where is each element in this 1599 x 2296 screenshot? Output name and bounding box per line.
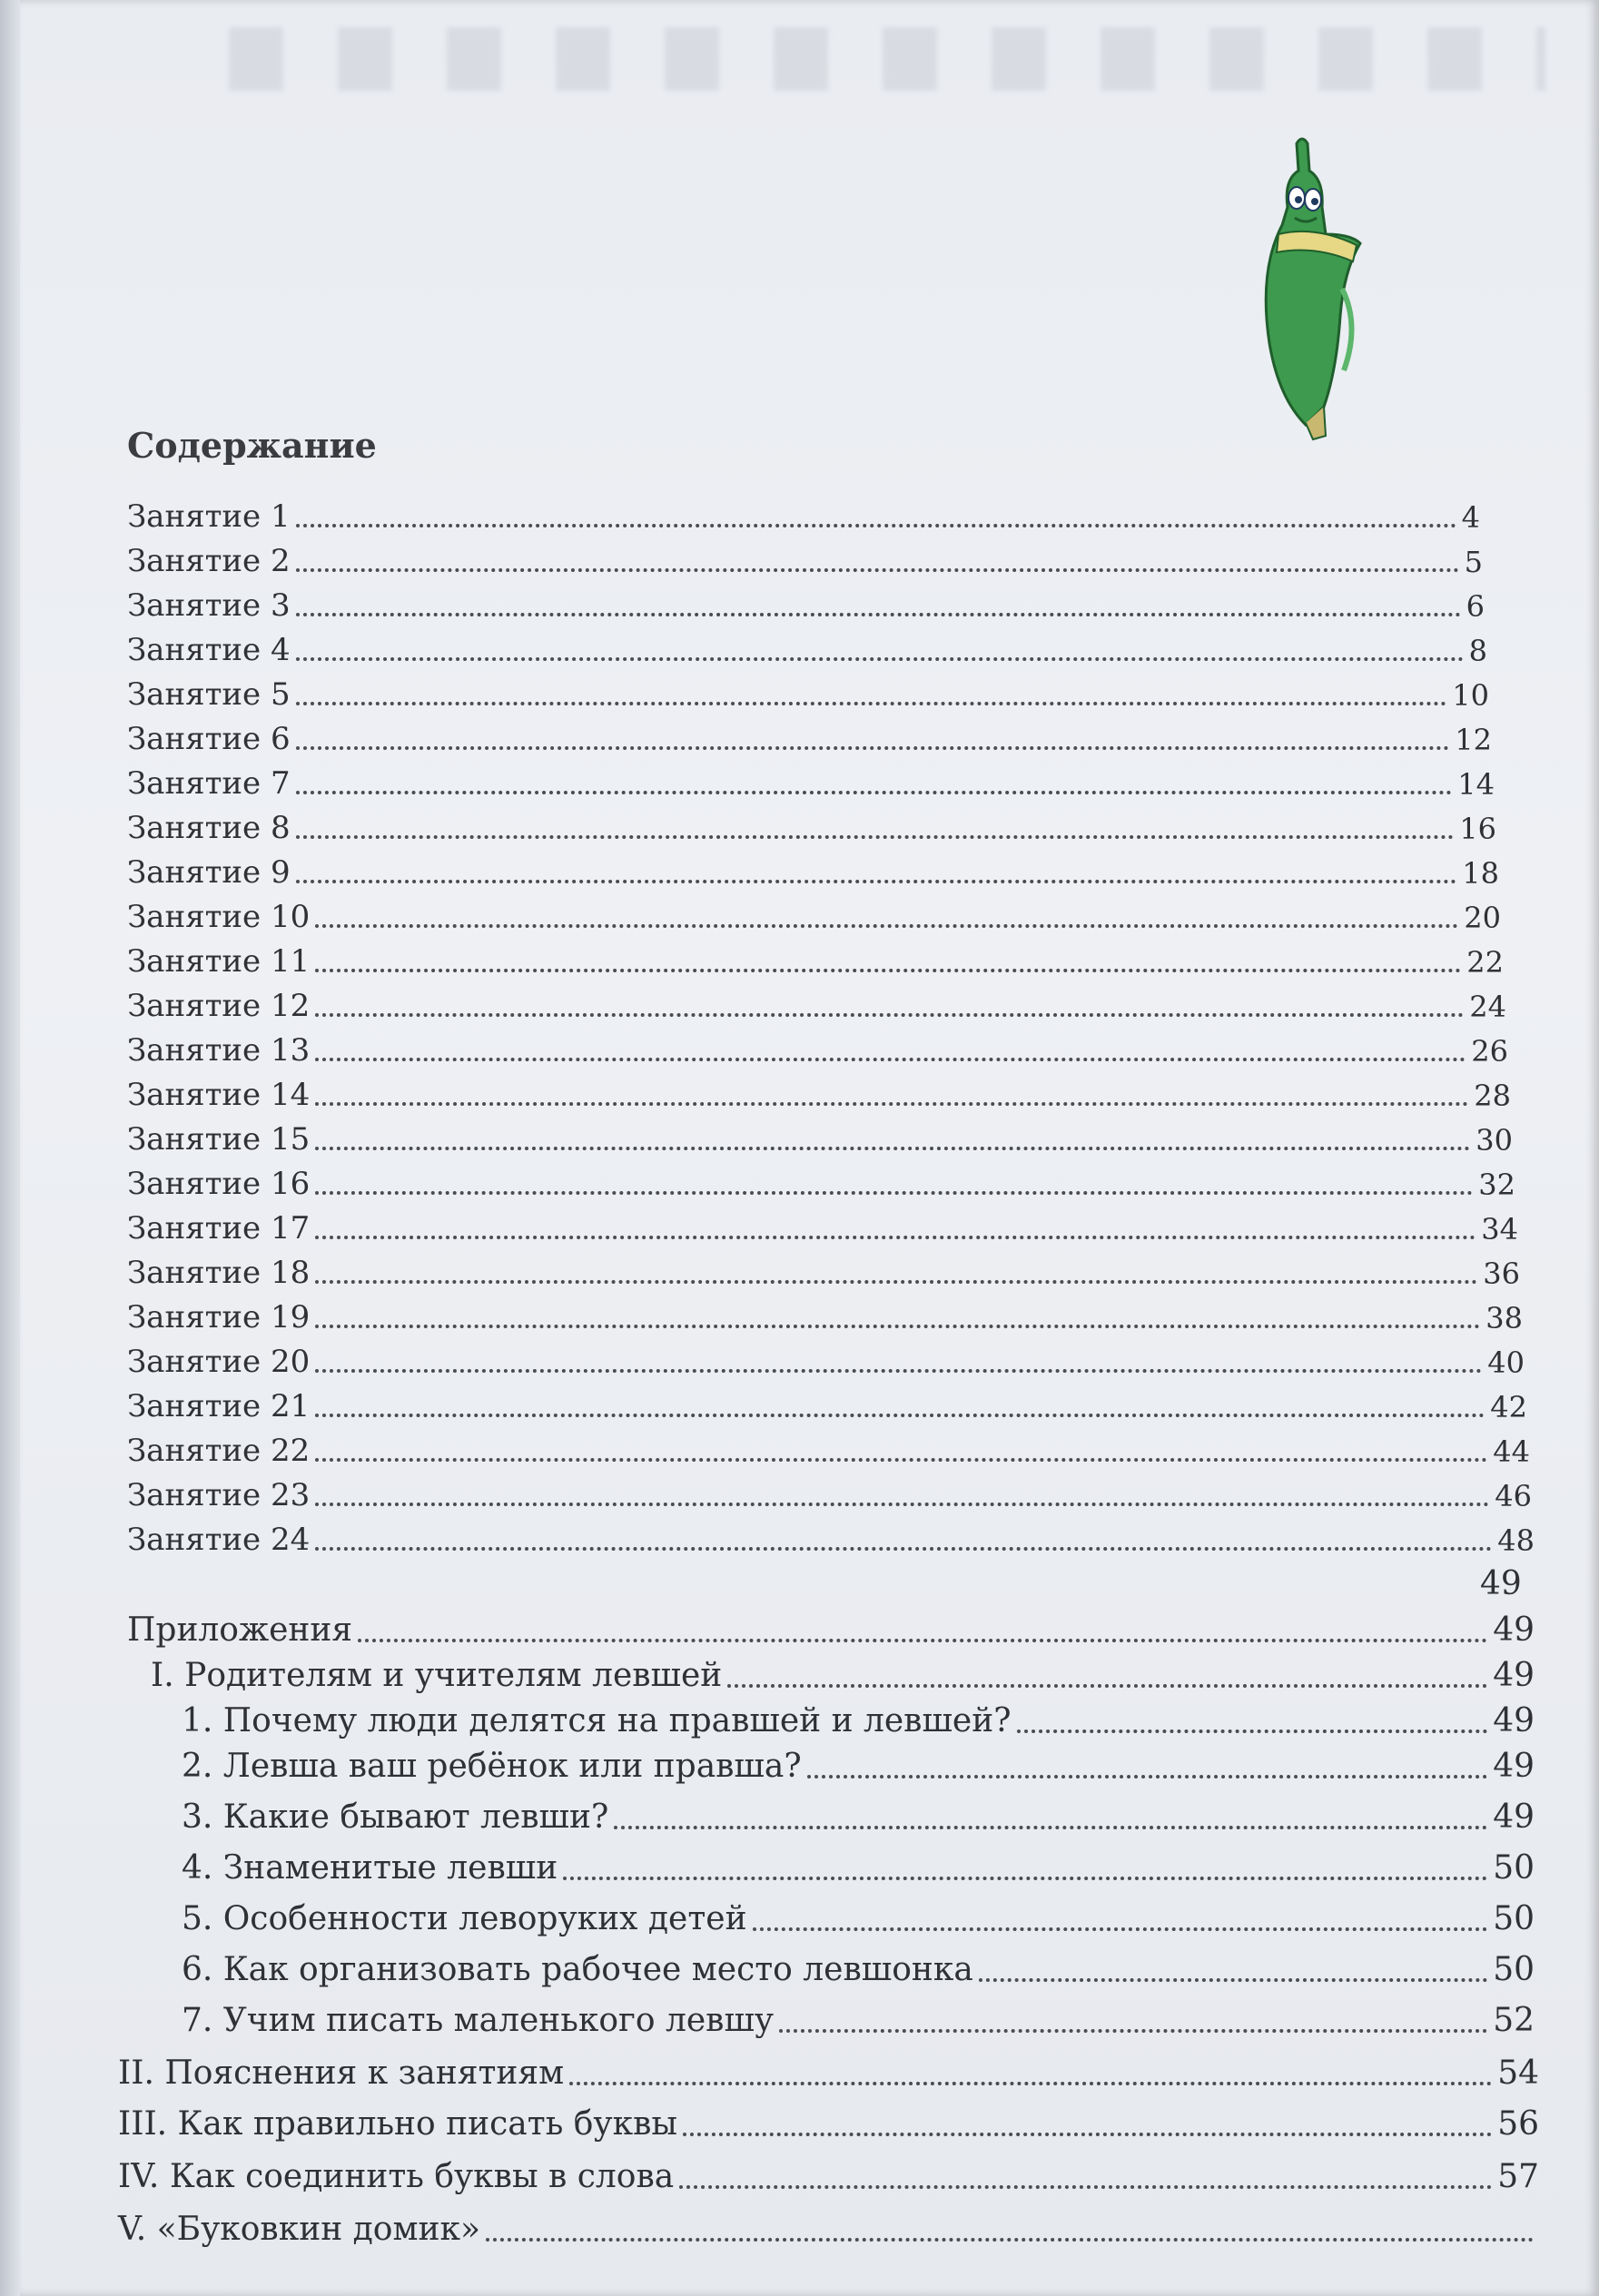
lesson-label: Занятие 6 bbox=[127, 721, 291, 757]
appendix-label: Приложения bbox=[127, 1611, 353, 1649]
lesson-page-number: 26 bbox=[1471, 1034, 1508, 1069]
toc-row-lesson bbox=[127, 1388, 1527, 1424]
appendix-label: 2. Левша ваш ребёнок или правша? bbox=[182, 1748, 802, 1785]
appendix-label: III. Как правильно писать буквы bbox=[118, 2105, 678, 2143]
toc-row-appendix bbox=[151, 1657, 1535, 1694]
dot-leader bbox=[315, 1280, 1477, 1284]
toc-row-lesson bbox=[127, 1166, 1515, 1202]
toc-row-lesson bbox=[127, 988, 1506, 1024]
lesson-page-number: 5 bbox=[1464, 545, 1483, 579]
lesson-label: Занятие 24 bbox=[127, 1522, 311, 1558]
lesson-page-number: 40 bbox=[1487, 1345, 1525, 1380]
contents-title: Содержание bbox=[127, 425, 377, 466]
toc-row-appendix bbox=[118, 2057, 1539, 2090]
toc-row-lesson bbox=[127, 899, 1501, 935]
toc-row-appendix bbox=[182, 1951, 1535, 1988]
dot-leader bbox=[296, 791, 1453, 794]
lesson-page-number: 38 bbox=[1485, 1301, 1523, 1335]
lesson-page-number: 32 bbox=[1478, 1168, 1515, 1202]
dot-leader bbox=[727, 1684, 1487, 1688]
toc-row-appendix bbox=[118, 2213, 1539, 2246]
dot-leader bbox=[296, 880, 1457, 883]
dot-leader bbox=[315, 1236, 1476, 1239]
dot-leader bbox=[614, 1826, 1487, 1829]
appendix-page-number: 57 bbox=[1497, 2158, 1539, 2195]
lesson-label: Занятие 13 bbox=[127, 1032, 311, 1069]
toc-row-lesson bbox=[127, 854, 1499, 891]
lesson-page-number: 30 bbox=[1476, 1123, 1513, 1158]
appendix-label: 3. Какие бывают левши? bbox=[182, 1798, 609, 1836]
lesson-page-number: 28 bbox=[1474, 1079, 1511, 1113]
toc-row-lesson bbox=[127, 1255, 1520, 1291]
dot-leader bbox=[807, 1775, 1488, 1779]
appendix-page-number: 50 bbox=[1493, 1951, 1535, 1988]
lesson-label: Занятие 15 bbox=[127, 1121, 311, 1158]
dot-leader bbox=[296, 613, 1461, 616]
lesson-page-number: 22 bbox=[1466, 945, 1504, 980]
bleed-through bbox=[229, 27, 1545, 91]
lesson-label: Занятие 8 bbox=[127, 810, 291, 846]
toc-row-lesson bbox=[127, 1032, 1508, 1069]
toc-row-appendix bbox=[182, 1900, 1535, 1937]
lesson-label: Занятие 4 bbox=[127, 632, 291, 668]
toc-row-lesson bbox=[127, 1522, 1535, 1558]
toc-row-appendix bbox=[127, 1611, 1535, 1649]
toc-row-lesson bbox=[127, 1299, 1523, 1335]
dot-leader bbox=[315, 1369, 1482, 1373]
appendix-page-number: 50 bbox=[1493, 1900, 1535, 1937]
appendix-label: 6. Как организовать рабочее место левшонка bbox=[182, 1951, 973, 1988]
lesson-page-number: 44 bbox=[1493, 1434, 1530, 1469]
toc-row-lesson bbox=[127, 632, 1487, 668]
lesson-page-number: 46 bbox=[1495, 1479, 1532, 1513]
lesson-page-number: 20 bbox=[1464, 901, 1501, 935]
toc-row-lesson bbox=[127, 1077, 1511, 1113]
toc-row-appendix bbox=[182, 1750, 1535, 1783]
toc-row-lesson bbox=[127, 721, 1492, 757]
appendix-label: V. «Буковкин домик» bbox=[118, 2211, 480, 2248]
appendix-page-number: 49 bbox=[1493, 1611, 1535, 1649]
lesson-label: Занятие 5 bbox=[127, 676, 291, 713]
lesson-label: Занятие 20 bbox=[127, 1344, 311, 1380]
toc-row-appendix bbox=[182, 2002, 1535, 2039]
appendix-page-number: 49 bbox=[1493, 1657, 1535, 1694]
appendix-label: I. Родителям и учителям левшей bbox=[151, 1657, 723, 1694]
dot-leader bbox=[296, 657, 1464, 661]
dot-leader bbox=[1017, 1729, 1488, 1733]
appendix-label: 1. Почему люди делятся на правшей и левшей? bbox=[182, 1702, 1012, 1739]
lesson-label: Занятие 21 bbox=[127, 1388, 311, 1424]
dot-leader bbox=[315, 1013, 1464, 1017]
lesson-page-number: 16 bbox=[1459, 812, 1496, 846]
lesson-page-number: 10 bbox=[1452, 678, 1489, 713]
dot-leader bbox=[315, 1458, 1487, 1462]
lesson-label: Занятие 2 bbox=[127, 543, 291, 579]
lesson-page-number: 36 bbox=[1483, 1256, 1520, 1291]
toc-row-lesson bbox=[127, 765, 1495, 802]
page-edge bbox=[0, 0, 20, 2296]
lesson-page-number: 24 bbox=[1469, 990, 1506, 1024]
orphan-page-number: 49 bbox=[1480, 1565, 1522, 1602]
toc-row-lesson bbox=[127, 1477, 1532, 1513]
toc-row-appendix bbox=[118, 2105, 1539, 2143]
appendix-page-number: 56 bbox=[1497, 2105, 1539, 2143]
lesson-label: Занятие 22 bbox=[127, 1433, 311, 1469]
dot-leader bbox=[779, 2029, 1487, 2033]
lesson-label: Занятие 11 bbox=[127, 943, 311, 980]
lesson-label: Занятие 1 bbox=[127, 498, 291, 535]
dot-leader bbox=[979, 1978, 1487, 1982]
lesson-label: Занятие 23 bbox=[127, 1477, 311, 1513]
toc-row-lesson bbox=[127, 587, 1485, 624]
toc-row-lesson bbox=[127, 543, 1483, 579]
dot-leader bbox=[486, 2238, 1534, 2242]
toc-row-appendix bbox=[182, 1702, 1535, 1739]
toc-row-lesson bbox=[127, 676, 1489, 713]
lesson-label: Занятие 10 bbox=[127, 899, 311, 935]
dot-leader bbox=[315, 1147, 1470, 1150]
dot-leader bbox=[315, 1503, 1489, 1506]
lesson-label: Занятие 16 bbox=[127, 1166, 311, 1202]
dot-leader bbox=[753, 1927, 1488, 1931]
dot-leader bbox=[315, 1191, 1473, 1195]
toc-row-lesson bbox=[127, 1121, 1513, 1158]
dot-leader bbox=[683, 2133, 1492, 2136]
appendix-page-number: 49 bbox=[1493, 1798, 1535, 1836]
appendix-label: II. Пояснения к занятиям bbox=[118, 2055, 565, 2092]
appendix-page-number: 49 bbox=[1493, 1702, 1535, 1739]
appendix-label: IV. Как соединить буквы в слова bbox=[118, 2158, 675, 2195]
lesson-label: Занятие 3 bbox=[127, 587, 291, 624]
dot-leader bbox=[296, 568, 1459, 572]
lesson-label: Занятие 17 bbox=[127, 1210, 311, 1247]
lesson-page-number: 8 bbox=[1468, 634, 1487, 668]
toc-row-lesson bbox=[127, 1344, 1525, 1380]
dot-leader bbox=[315, 1547, 1492, 1551]
appendix-label: 5. Особенности леворуких детей bbox=[182, 1900, 747, 1937]
dot-leader bbox=[315, 1414, 1485, 1417]
lesson-label: Занятие 9 bbox=[127, 854, 291, 891]
toc-row-lesson bbox=[127, 498, 1480, 535]
dot-leader bbox=[315, 1058, 1466, 1061]
dot-leader bbox=[358, 1639, 1487, 1642]
toc-row-lesson bbox=[127, 1210, 1518, 1247]
toc-row-lesson bbox=[127, 810, 1496, 846]
lesson-label: Занятие 19 bbox=[127, 1299, 311, 1335]
dot-leader bbox=[296, 835, 1455, 839]
appendix-page-number: 54 bbox=[1497, 2055, 1539, 2092]
appendix-page-number: 52 bbox=[1493, 2002, 1535, 2039]
appendix-page-number: 49 bbox=[1493, 1748, 1535, 1785]
dot-leader bbox=[296, 702, 1447, 705]
lesson-page-number: 12 bbox=[1455, 723, 1492, 757]
dot-leader bbox=[296, 746, 1450, 750]
lesson-page-number: 6 bbox=[1466, 589, 1485, 624]
lesson-label: Занятие 7 bbox=[127, 765, 291, 802]
lesson-page-number: 14 bbox=[1457, 767, 1495, 802]
toc-row-appendix bbox=[182, 1849, 1535, 1887]
dot-leader bbox=[296, 524, 1456, 527]
lesson-label: Занятие 14 bbox=[127, 1077, 311, 1113]
lesson-page-number: 42 bbox=[1490, 1390, 1527, 1424]
dot-leader bbox=[315, 1325, 1480, 1328]
dot-leader bbox=[563, 1877, 1487, 1880]
appendix-page-number: 50 bbox=[1493, 1849, 1535, 1887]
lesson-page-number: 48 bbox=[1497, 1523, 1535, 1558]
dot-leader bbox=[315, 1102, 1468, 1106]
lesson-page-number: 18 bbox=[1462, 856, 1499, 891]
dot-leader bbox=[569, 2082, 1492, 2085]
inkwell-mascot-illustration bbox=[1242, 134, 1378, 443]
dot-leader bbox=[315, 969, 1461, 972]
toc-row-appendix bbox=[182, 1798, 1535, 1836]
lesson-page-number: 4 bbox=[1461, 500, 1480, 535]
dot-leader bbox=[315, 924, 1458, 928]
toc-row-lesson bbox=[127, 943, 1504, 980]
toc-row-appendix bbox=[118, 2158, 1539, 2195]
lesson-label: Занятие 12 bbox=[127, 988, 311, 1024]
appendix-label: 4. Знаменитые левши bbox=[182, 1849, 558, 1887]
appendix-label: 7. Учим писать маленького левшу bbox=[182, 2002, 775, 2039]
lesson-label: Занятие 18 bbox=[127, 1255, 311, 1291]
lesson-page-number: 34 bbox=[1481, 1212, 1518, 1247]
toc-row-lesson bbox=[127, 1433, 1530, 1469]
dot-leader bbox=[679, 2185, 1492, 2189]
